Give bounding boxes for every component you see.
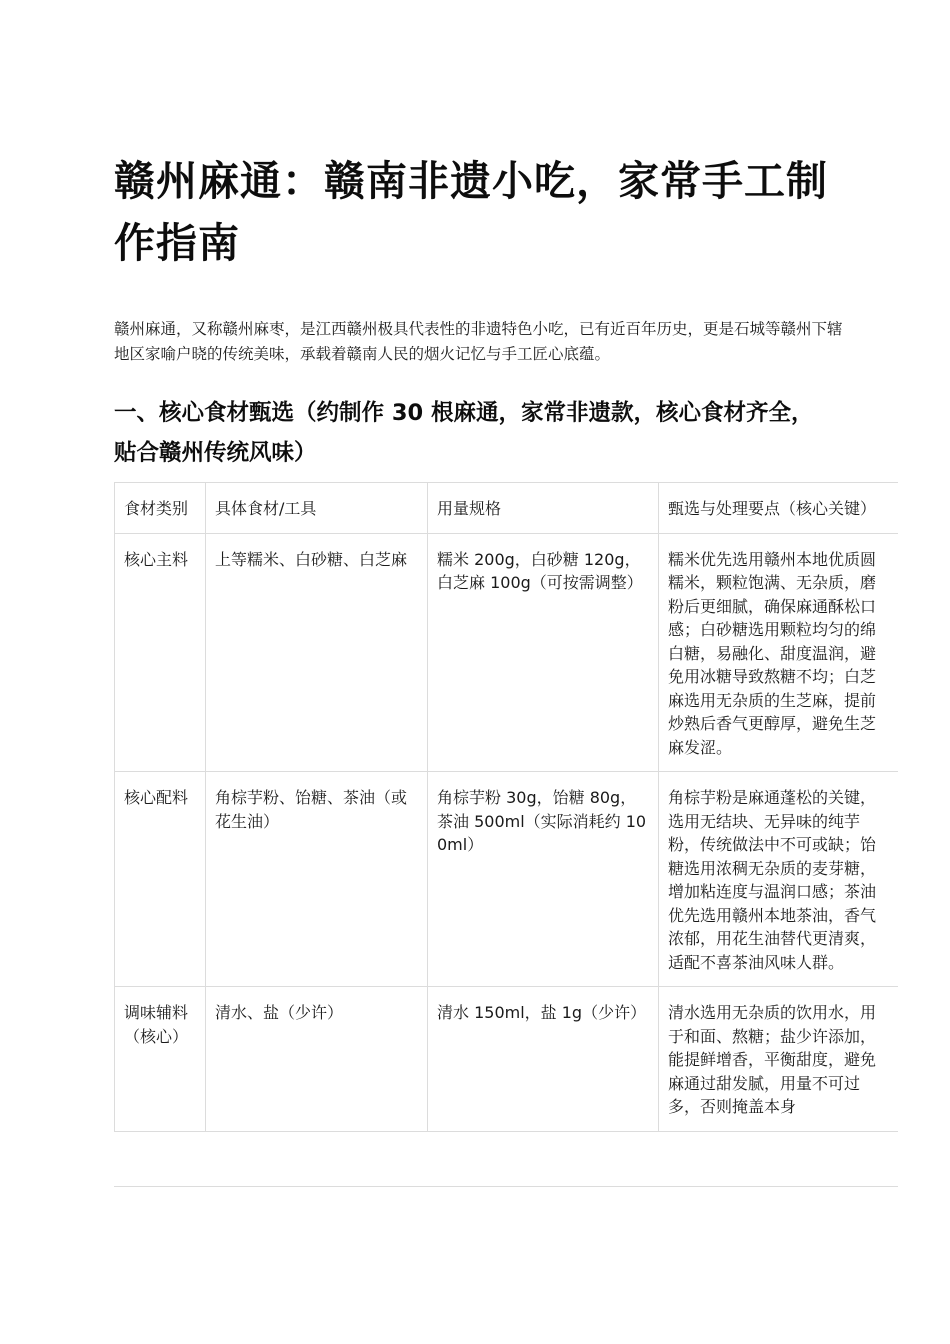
table-header-cell: 具体食材/工具 bbox=[206, 483, 428, 534]
intro-paragraph: 赣州麻通，又称赣州麻枣，是江西赣州极具代表性的非遗特色小吃，已有近百年历史，更是石城等赣州下辖地区家喻户晓的传统美味，承载着赣南人民的烟火记忆与手工匠心底蕴。 bbox=[114, 320, 843, 363]
table-header-row bbox=[115, 483, 899, 534]
category-cell: 调味辅料（核心） bbox=[115, 987, 206, 1132]
items-cell: 清水、盐（少许） bbox=[206, 987, 428, 1132]
amount-cell: 角棕芋粉 30g，饴糖 80g，茶油 500ml（实际消耗约 100ml） bbox=[428, 772, 659, 987]
notes-cell: 清水选用无杂质的饮用水，用于和面、熬糖；盐少许添加，能提鲜增香，平衡甜度，避免麻通过甜发腻，用量不可过多，否则掩盖本身 bbox=[659, 987, 899, 1132]
document-page bbox=[114, 150, 898, 1187]
section-heading-ingredients: 一、核心食材甄选（约制作 30 根麻通，家常非遗款，核心食材齐全，贴合赣州传统风味） bbox=[114, 400, 814, 466]
amount-cell: 清水 150ml，盐 1g（少许） bbox=[428, 987, 659, 1132]
amount-cell: 糯米 200g，白砂糖 120g，白芝麻 100g（可按需调整） bbox=[428, 533, 659, 772]
table-header-cell: 食材类别 bbox=[115, 483, 206, 534]
items-cell: 上等糯米、白砂糖、白芝麻 bbox=[206, 533, 428, 772]
table-row bbox=[115, 772, 899, 987]
table-header-cell: 用量规格 bbox=[428, 483, 659, 534]
table-row bbox=[115, 987, 899, 1132]
notes-cell: 糯米优先选用赣州本地优质圆糯米，颗粒饱满、无杂质，磨粉后更细腻，确保麻通酥松口感；白砂糖选用颗粒均匀的绵白糖，易融化、甜度温润，避免用冰糖导致熬糖不均；白芝麻选用无杂质的生芝麻，提前炒熟后香气更醇厚，避免生芝麻发涩。 bbox=[659, 533, 899, 772]
table-row bbox=[115, 533, 899, 772]
table-header-cell: 甄选与处理要点（核心关键） bbox=[659, 483, 899, 534]
items-cell: 角棕芋粉、饴糖、茶油（或花生油） bbox=[206, 772, 428, 987]
ingredients-table-container bbox=[114, 482, 898, 1187]
notes-cell: 角棕芋粉是麻通蓬松的关键，选用无结块、无异味的纯芋粉，传统做法中不可或缺；饴糖选用浓稠无杂质的麦芽糖，增加粘连度与温润口感；茶油优先选用赣州本地茶油，香气浓郁，用花生油替代更清爽，适配不喜茶油风味人群。 bbox=[659, 772, 899, 987]
category-cell: 核心配料 bbox=[115, 772, 206, 987]
ingredients-table bbox=[114, 482, 898, 1132]
category-cell: 核心主料 bbox=[115, 533, 206, 772]
page-title: 赣州麻通：赣南非遗小吃，家常手工制作指南 bbox=[114, 157, 828, 267]
